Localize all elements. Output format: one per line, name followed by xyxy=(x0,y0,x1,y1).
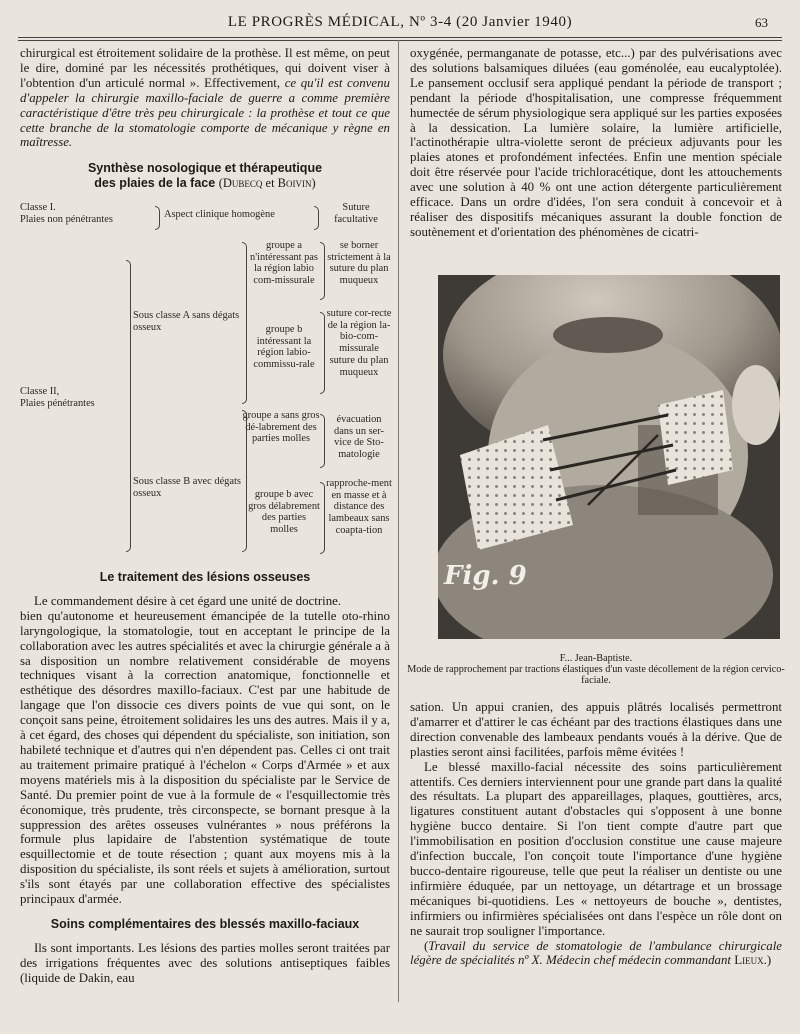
left-p1-italic: ce qu'il est convenu d'appeler la chirurgie maxillo-faciale de guerre a comme première caractéristique d'être très peu chirurgicale : la prothèse et tout ce que cette branche de la stomatologie comporte de mécanique y règne en maîtresse. xyxy=(20,75,391,150)
caption-patient: F... Jean-Baptiste. xyxy=(559,653,633,664)
credit-close: .) xyxy=(763,953,772,968)
synthese-title-line2 xyxy=(20,176,390,191)
brace xyxy=(320,482,325,554)
group-b1: groupe a sans gros dé-labrement des parties molles xyxy=(242,410,320,445)
group-b1-treatment: évacuation dans un ser-vice de Sto-matologie xyxy=(334,414,384,461)
authors-close: ) xyxy=(311,176,316,191)
traitement-title: Le traitement des lésions osseuses xyxy=(99,570,311,584)
brace xyxy=(320,414,325,468)
running-title: LE PROGRÈS MÉDICAL, Nº 3-4 (20 Janvier 1940) xyxy=(227,14,573,30)
left-paragraph-1 xyxy=(20,46,390,150)
classe-1-desc: Plaies non pénétrantes xyxy=(20,214,113,225)
credit-italic: Travail du service de stomatologie de l'ambulance chirurgicale légère de spécialités nº X. Médecin chef médecin commandant xyxy=(410,938,782,968)
right-paragraph-2: sation. Un appui cranien, des appuis plâtrés localisés permettront d'amarrer et d'attirer le cas échéant par des tractions élastiques dans une direction convenable des lambeaux pendants voués à la dérive. Que de plasties seront ainsi facilitées, parfois même évitées ! xyxy=(410,700,782,759)
right-paragraph-1: oxygénée, permanganate de potasse, etc...) par des pulvérisations avec des solutions balsamiques diluées (eau goménolée, eau eucalyptolée). Le pansement occlusif sera appliqué pendant la période de transport ; pendant la période d'hospitalisation, une compresse fréquemment humectée de sérum physiologique sera appliqué sur les parties exposées à la dessication. La lumière solaire, la lumière artificielle, l'actinothérapie ultra-violette seront de précieux adjuvants pour les plaies atones et profondément infectées. Enfin une mention spéciale doit être réservée pour l'acide trichloracétique, dont les attouchements avec une solution à 40 % ont une action détergente particulièrement efficace. Dans un ordre d'idées, l'on sera conduit à concevoir et à réaliser des dispositifs mécaniques assurant la double fonction de soutènement et d'orientation des phénomènes de cicatri- xyxy=(410,46,782,239)
right-paragraph-3: Le blessé maxillo-facial nécessite des soins particulièrement attentifs. Ces derniers interviennent pour une grande part dans la qualité des résultats. La plupart des appareillages, plaques, gouttières, arcs, ligatures constituent autant d'obstacles qui s'opposent à une bonne hygiène bucco dentaire. Si l'on tient compte d'autre part que l'immobilisation en position d'occlusion constitue une cause majeure d'infection buccale, l'on conçoit toute l'importance d'une hygiène bucco-dentaire rigoureuse, telle que peut la réaliser un dentiste ou une infirmière éduquée, par un nettoyage, un détartrage et un brossage mécaniques bi-quotidiens. Les « nettoyeurs de bouche », dentistes, infirmiers ou infirmières spécialisées ont dans l'espèce un rôle dont on ne saurait trop souligner l'importance. xyxy=(410,759,782,938)
brace xyxy=(314,206,319,230)
group-b2-treatment: rapproche-ment en masse et à distance des lambeaux sans coapta-tion xyxy=(326,478,392,536)
classe-2-desc: Plaies pénétrantes xyxy=(20,398,95,409)
figure-photo xyxy=(438,275,780,639)
group-a2: groupe b intéressant la région labio-commissu-rale xyxy=(253,324,315,371)
left-paragraph-3: bien qu'autonome et heureusement émancipée de la tutelle oto-rhino laryngologique, la stomatologie, tout en acceptant le principe de la collaboration avec les autres spécialités et avec la chirurgie générale a à sa disposition un nombre relativement considérable de moyens techniques visant à la correction anatomique, fonctionnelle et esthétique des désordres maxillo-faciaux. C'est par une habitude de langage que l'on dissocie ces divers points de vue qui sont, on le conçoit sans peine, étroitement solidaires les uns des autres. Mais il y a, à cet égard, des choses qui dépendent du spécialiste, son initiation, son habileté technique et d'autres qui n'en dépendent pas. Celles ci ont trait au traitement primaire pratiqué à l'échelon « Corps d'Armée » et aux moyens matériels mis à la disposition du spécialiste par le Service de Santé. Du premier point de vue à la formule de « l'esquillectomie très économique, très prudente, très circonspecte, se bornant presque à la suppression des arêtes osseuses vulnérantes » nous préférons la formule plus lapidaire de l'abstention systématique de toute esquillectomie et de toute résection ; quant aux moyens mis à la disposition du spécialiste, ils sont réels et sujets à amélioration, surtout s'ils sont étayés par une collaboration effective des spécialistes principaux d'armée. xyxy=(20,608,390,907)
classe-1-suture: Suture facultative xyxy=(334,202,378,225)
group-a1-treatment: se borner strictement à la suture du plan muqueux xyxy=(327,240,391,287)
authors-and: et xyxy=(262,176,278,191)
brace xyxy=(320,242,325,300)
brace xyxy=(126,260,131,552)
group-a1: groupe a n'intéressant pas la région labio com-missurale xyxy=(250,240,318,287)
left-paragraph-2: Le commandement désire à cet égard une unité de doctrine. xyxy=(34,593,342,608)
classe-2-label: Classe II, xyxy=(20,386,60,397)
column-rule xyxy=(398,40,399,1002)
authors-open: ( xyxy=(218,176,223,191)
caption-description: Mode de rapprochement par tractions élastiques d'un vaste décollement de la région cervico-faciale. xyxy=(407,664,785,687)
credit-open: ( xyxy=(424,938,429,953)
page-header xyxy=(18,12,782,34)
left-column-top xyxy=(20,46,390,191)
soins-title: Soins complémentaires des blessés maxillo-faciaux xyxy=(50,916,360,931)
group-a2-treatment: suture cor-recte de la région la-bio-com-missurale suture du plan muqueux xyxy=(326,308,392,378)
left-p1-text: chirurgical est étroitement solidaire de la prothèse. Il est même, on peut le dire, dominé par les nécessités prothétiques, qui doivent viser à l'obtention d'un articulé normal ». Effectivement, xyxy=(20,46,390,90)
right-paragraph-4 xyxy=(410,939,782,969)
synthese-title-line1: Synthèse nosologique et thérapeutique xyxy=(87,161,323,176)
author-dubecq: Dubecq xyxy=(222,176,263,191)
brace xyxy=(155,206,160,230)
page-number: 63 xyxy=(755,15,768,30)
brace xyxy=(320,312,325,394)
left-paragraph-4: Ils sont importants. Les lésions des parties molles seront traitées par des irrigations fréquentes avec des solutions antiseptiques faibles (liquide de Dakin, eau xyxy=(20,940,390,985)
figure-label: Fig. 9 xyxy=(444,561,527,591)
brace xyxy=(242,242,247,404)
synthese-line2-text: des plaies de la face xyxy=(94,176,216,191)
author-boivin: Boivin xyxy=(277,176,312,191)
figure-caption xyxy=(406,653,786,687)
header-rule xyxy=(18,37,782,38)
right-column-body xyxy=(410,700,782,968)
header-rule-2 xyxy=(18,40,782,41)
credit-name: Lieux xyxy=(734,953,764,968)
classe-1-aspect: Aspect clinique homogène xyxy=(164,209,275,220)
right-column-top xyxy=(410,46,782,240)
group-b2: groupe b avec gros délabrement des parties molles xyxy=(248,489,320,536)
left-column-body xyxy=(20,570,390,986)
sous-classe-b: Sous classe B avec dégats osseux xyxy=(133,476,241,499)
classification-table xyxy=(20,200,392,560)
classe-1-label: Classe I. xyxy=(20,202,56,213)
sous-classe-a: Sous classe A sans dégats osseux xyxy=(133,310,240,333)
